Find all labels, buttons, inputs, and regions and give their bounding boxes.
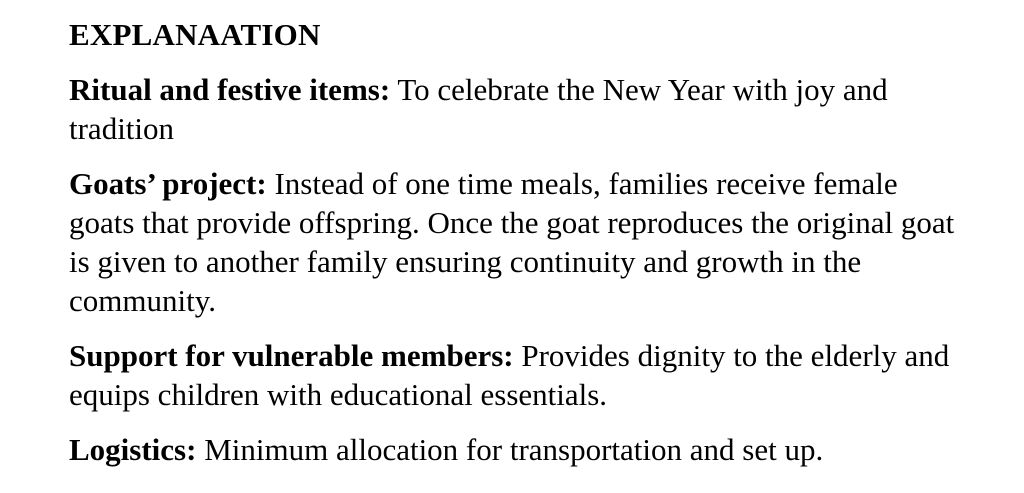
item-support-vulnerable (69, 336, 969, 414)
section-heading: EXPLANAATION (69, 17, 321, 52)
item-term: Support for vulnerable members: (69, 338, 514, 373)
item-logistics (69, 430, 969, 469)
item-text: Instead of one time meals, families receive female goats that provide offspring. Once the goat reproduces the original goat is given to another family ensuring continuity and growth in the community. (69, 166, 955, 318)
explanation-section (69, 14, 969, 469)
item-text: To celebrate the New Year with joy and tradition (69, 72, 888, 146)
item-term: Goats’ project: (69, 166, 267, 201)
item-ritual-festive (69, 70, 969, 148)
item-term: Logistics: (69, 432, 197, 467)
item-text: Minimum allocation for transportation and set up. (196, 432, 824, 467)
item-text: Provides dignity to the elderly and equips children with educational essentials. (69, 338, 950, 412)
item-term: Ritual and festive items: (69, 72, 391, 107)
item-goats-project (69, 164, 969, 320)
